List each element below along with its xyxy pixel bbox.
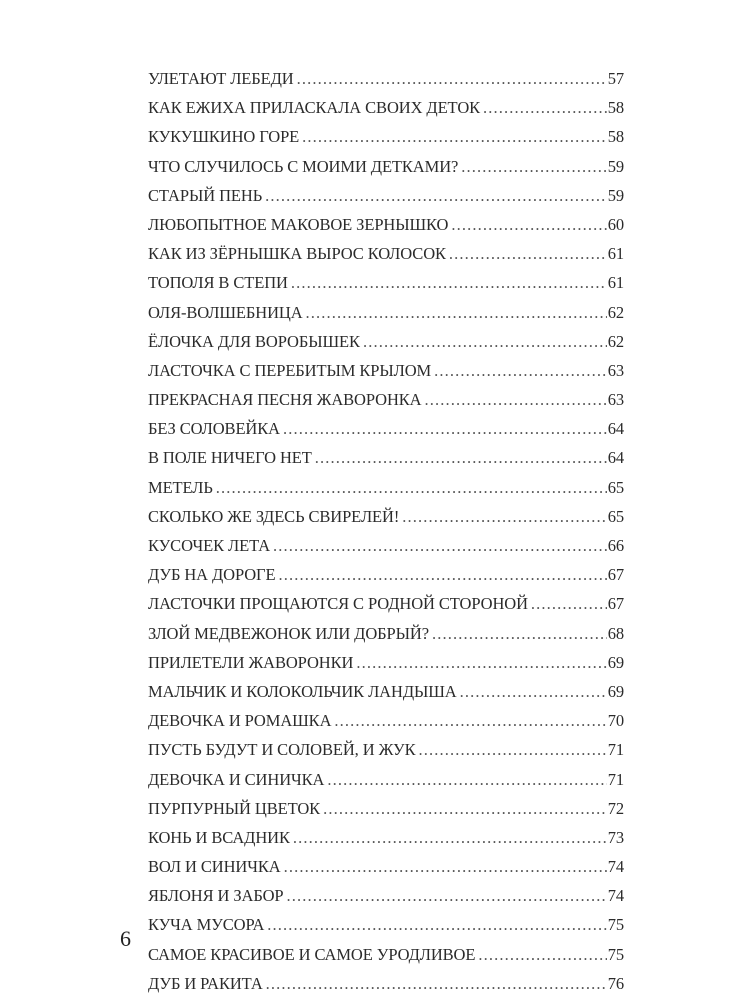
- toc-entry-page: 64: [607, 448, 624, 468]
- toc-entry[interactable]: [148, 473, 624, 502]
- toc-entry-title: КУЧА МУСОРА: [148, 915, 265, 935]
- toc-entry-title: БЕЗ СОЛОВЕЙКА: [148, 419, 280, 439]
- toc-entry-page: 59: [607, 185, 624, 205]
- toc-entry-title: ПРИЛЕТЕЛИ ЖАВОРОНКИ: [148, 652, 354, 672]
- dot-leader: [216, 473, 607, 502]
- toc-entry[interactable]: [148, 531, 624, 560]
- toc-entry[interactable]: [148, 706, 624, 735]
- dot-leader: [284, 852, 607, 881]
- toc-entry[interactable]: [148, 852, 624, 881]
- toc-entry-title: КАК ЕЖИХА ПРИЛАСКАЛА СВОИХ ДЕТОК: [148, 98, 481, 118]
- toc-entry-title: КАК ИЗ ЗЁРНЫШКА ВЫРОС КОЛОСОК: [148, 244, 446, 264]
- toc-entry[interactable]: [148, 910, 624, 939]
- toc-entry[interactable]: [148, 677, 624, 706]
- dot-leader: [287, 881, 607, 910]
- toc-entry-title: САМОЕ КРАСИВОЕ И САМОЕ УРОДЛИВОЕ: [148, 944, 476, 964]
- toc-entry-title: ПРЕКРАСНАЯ ПЕСНЯ ЖАВОРОНКА: [148, 390, 422, 410]
- toc-entry[interactable]: [148, 735, 624, 764]
- dot-leader: [363, 327, 607, 356]
- dot-leader: [531, 589, 607, 618]
- toc-entry-title: СКОЛЬКО ЖЕ ЗДЕСЬ СВИРЕЛЕЙ!: [148, 506, 400, 526]
- toc-entry-title: ДЕВОЧКА И РОМАШКА: [148, 711, 332, 731]
- toc-entry-title: ДЕВОЧКА И СИНИЧКА: [148, 769, 325, 789]
- toc-entry-title: ОЛЯ-ВОЛШЕБНИЦА: [148, 302, 303, 322]
- toc-entry-page: 57: [607, 69, 624, 88]
- toc-entry-page: 65: [607, 506, 624, 526]
- dot-leader: [402, 502, 606, 531]
- toc-entry-title: ВОЛ И СИНИЧКА: [148, 857, 281, 877]
- dot-leader: [425, 385, 607, 414]
- toc-entry-title: КУСОЧЕК ЛЕТА: [148, 536, 271, 555]
- dot-leader: [451, 210, 606, 239]
- toc-entry-title: ЗЛОЙ МЕДВЕЖОНОК ИЛИ ДОБРЫЙ?: [148, 623, 429, 643]
- toc-entry-title: УЛЕТАЮТ ЛЕБЕДИ: [148, 69, 294, 88]
- toc-entry-page: 70: [607, 711, 624, 731]
- toc-entry-page: 62: [607, 302, 624, 322]
- dot-leader: [297, 64, 607, 93]
- dot-leader: [273, 531, 607, 560]
- dot-leader: [315, 443, 607, 472]
- toc-entry-title: ПУРПУРНЫЙ ЦВЕТОК: [148, 798, 321, 818]
- toc-entry[interactable]: [148, 298, 624, 327]
- toc-entry-page: 68: [607, 623, 624, 643]
- toc-entry-page: 67: [607, 565, 624, 585]
- toc-entry-title: ЛАСТОЧКА С ПЕРЕБИТЫМ КРЫЛОМ: [148, 360, 432, 380]
- toc-entry-page: 71: [607, 769, 624, 789]
- toc-entry-title: МЕТЕЛЬ: [148, 477, 213, 497]
- dot-leader: [302, 122, 607, 151]
- dot-leader: [267, 910, 606, 939]
- toc-entry-page: 60: [607, 214, 624, 234]
- toc-entry-page: 59: [607, 156, 624, 176]
- toc-entry-page: 74: [607, 886, 624, 906]
- toc-entry[interactable]: [148, 560, 624, 589]
- toc-entry[interactable]: [148, 443, 624, 472]
- toc-entry-title: СТАРЫЙ ПЕНЬ: [148, 185, 263, 205]
- toc-entry-page: 65: [607, 477, 624, 497]
- dot-leader: [434, 356, 607, 385]
- toc-entry-title: КОНЬ И ВСАДНИК: [148, 827, 290, 847]
- toc-entry[interactable]: [148, 502, 624, 531]
- dot-leader: [483, 93, 607, 122]
- page-number: 6: [120, 926, 131, 951]
- toc-entry[interactable]: [148, 648, 624, 677]
- toc-entry-title: КУКУШКИНО ГОРЕ: [148, 127, 300, 147]
- toc-entry-page: 64: [607, 419, 624, 439]
- toc-entry-page: 62: [607, 331, 624, 351]
- toc-entry[interactable]: [148, 414, 624, 443]
- toc-entry-page: 74: [607, 857, 624, 877]
- toc-entry[interactable]: [148, 794, 624, 823]
- dot-leader: [291, 268, 607, 297]
- toc-entry-title: ЛЮБОПЫТНОЕ МАКОВОЕ ЗЕРНЫШКО: [148, 214, 449, 234]
- dot-leader: [306, 298, 607, 327]
- toc-entry-title: ТОПОЛЯ В СТЕПИ: [148, 273, 288, 293]
- dot-leader: [265, 181, 607, 210]
- toc-entry-page: 75: [607, 944, 624, 964]
- dot-leader: [419, 735, 607, 764]
- toc-entry-title: ДУБ НА ДОРОГЕ: [148, 565, 276, 585]
- toc-entry-title: ЁЛОЧКА ДЛЯ ВОРОБЫШЕК: [148, 331, 360, 351]
- dot-leader: [432, 619, 607, 648]
- table-of-contents: [148, 64, 624, 998]
- toc-entry[interactable]: [148, 93, 624, 122]
- toc-entry-page: 58: [607, 98, 624, 118]
- toc-entry[interactable]: [148, 327, 624, 356]
- toc-entry-title: ЛАСТОЧКИ ПРОЩАЮТСЯ С РОДНОЙ СТОРОНОЙ: [148, 594, 528, 614]
- dot-leader: [478, 940, 606, 969]
- toc-entry-page: 72: [607, 798, 624, 818]
- dot-leader: [356, 648, 606, 677]
- toc-entry[interactable]: [148, 385, 624, 414]
- toc-entry-page: 58: [607, 127, 624, 147]
- toc-entry-title: В ПОЛЕ НИЧЕГО НЕТ: [148, 448, 312, 468]
- toc-entry[interactable]: [148, 356, 624, 385]
- toc-entry-page: 61: [607, 244, 624, 264]
- toc-entry-page: 75: [607, 915, 624, 935]
- toc-entry-page: 63: [607, 360, 624, 380]
- dot-leader: [293, 823, 607, 852]
- toc-entry[interactable]: [148, 619, 624, 648]
- toc-entry-page: 61: [607, 273, 624, 293]
- toc-entry-page: 73: [607, 827, 624, 847]
- dot-leader: [278, 560, 606, 589]
- toc-entry[interactable]: [148, 969, 624, 998]
- toc-entry-title: ЯБЛОНЯ И ЗАБОР: [148, 886, 284, 906]
- toc-entry-page: 71: [607, 740, 624, 760]
- toc-entry-title: МАЛЬЧИК И КОЛОКОЛЬЧИК ЛАНДЫША: [148, 681, 457, 701]
- toc-entry[interactable]: [148, 152, 624, 181]
- toc-entry-page: 66: [607, 536, 624, 555]
- toc-entry[interactable]: [148, 940, 624, 969]
- dot-leader: [283, 414, 607, 443]
- toc-entry[interactable]: [148, 122, 624, 151]
- toc-entry-page: 69: [607, 652, 624, 672]
- toc-entry[interactable]: [148, 181, 624, 210]
- dot-leader: [323, 794, 607, 823]
- toc-entry[interactable]: [148, 210, 624, 239]
- toc-entry-title: ДУБ И РАКИТА: [148, 973, 263, 993]
- dot-leader: [327, 765, 606, 794]
- toc-entry[interactable]: [148, 239, 624, 268]
- toc-entry[interactable]: [148, 589, 624, 618]
- toc-entry-page: 76: [607, 973, 624, 993]
- toc-entry-title: ПУСТЬ БУДУТ И СОЛОВЕЙ, И ЖУК: [148, 740, 416, 760]
- dot-leader: [460, 677, 607, 706]
- toc-entry-title: ЧТО СЛУЧИЛОСЬ С МОИМИ ДЕТКАМИ?: [148, 156, 459, 176]
- dot-leader: [449, 239, 607, 268]
- dot-leader: [334, 706, 606, 735]
- toc-entry-page: 63: [607, 390, 624, 410]
- toc-entry[interactable]: [148, 881, 624, 910]
- toc-entry-page: 69: [607, 681, 624, 701]
- toc-entry-page: 67: [607, 594, 624, 614]
- toc-entry[interactable]: [148, 268, 624, 297]
- toc-entry[interactable]: [148, 823, 624, 852]
- toc-entry[interactable]: [148, 64, 624, 93]
- dot-leader: [461, 152, 606, 181]
- toc-entry[interactable]: [148, 765, 624, 794]
- dot-leader: [266, 969, 607, 998]
